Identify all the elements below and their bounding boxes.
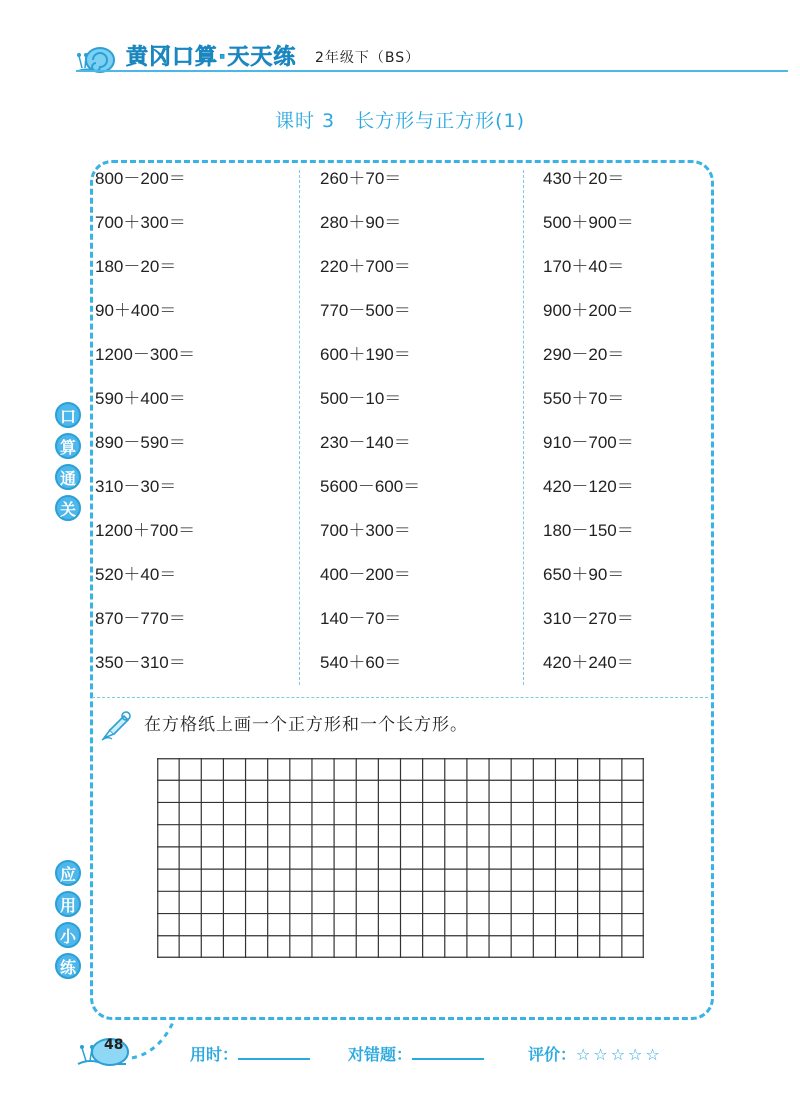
brand-title: 黄冈口算·天天练 bbox=[126, 45, 297, 70]
problem[interactable]: 870－770＝ bbox=[95, 609, 186, 628]
problem[interactable]: 400－200＝ bbox=[320, 565, 411, 584]
problem[interactable]: 550＋70＝ bbox=[543, 389, 625, 408]
problem[interactable]: 310－270＝ bbox=[543, 609, 634, 628]
problem[interactable]: 800－200＝ bbox=[95, 169, 186, 188]
side-char: 关 bbox=[55, 495, 81, 521]
rating-label: 评价： bbox=[528, 1045, 577, 1064]
application-prompt: 在方格纸上画一个正方形和一个长方形。 bbox=[144, 715, 468, 735]
side-char: 算 bbox=[55, 433, 81, 459]
lesson-title: 课时 3 长方形与正方形(1) bbox=[274, 110, 526, 132]
problem[interactable]: 600＋190＝ bbox=[320, 345, 411, 364]
arithmetic-section bbox=[95, 162, 707, 692]
problem[interactable]: 770－500＝ bbox=[320, 301, 411, 320]
time-blank[interactable] bbox=[238, 1046, 310, 1060]
arithmetic-column-1 bbox=[95, 162, 300, 690]
snail-logo-icon bbox=[76, 38, 122, 74]
arithmetic-column-2 bbox=[320, 162, 525, 690]
problem[interactable]: 890－590＝ bbox=[95, 433, 186, 452]
side-char: 应 bbox=[55, 860, 81, 886]
correct-blank[interactable] bbox=[412, 1046, 484, 1060]
problem[interactable]: 540＋60＝ bbox=[320, 653, 402, 672]
problem[interactable]: 180－20＝ bbox=[95, 257, 177, 276]
problem[interactable]: 500＋900＝ bbox=[543, 213, 634, 232]
time-field bbox=[190, 1042, 310, 1065]
problem[interactable]: 420－120＝ bbox=[543, 477, 634, 496]
section-divider bbox=[92, 697, 708, 698]
rating-stars[interactable]: ☆☆☆☆☆ bbox=[576, 1045, 663, 1064]
side-char: 练 bbox=[55, 953, 81, 979]
problem[interactable]: 290－20＝ bbox=[543, 345, 625, 364]
page-header bbox=[0, 0, 800, 80]
rating-field bbox=[528, 1042, 663, 1065]
problem[interactable]: 1200＋700＝ bbox=[95, 521, 196, 540]
problem[interactable]: 910－700＝ bbox=[543, 433, 634, 452]
problem[interactable]: 230－140＝ bbox=[320, 433, 411, 452]
problem[interactable]: 700＋300＝ bbox=[320, 521, 411, 540]
side-char: 通 bbox=[55, 464, 81, 490]
side-label-application bbox=[55, 860, 81, 984]
problem[interactable]: 5600－600＝ bbox=[320, 477, 421, 496]
problem[interactable]: 520＋40＝ bbox=[95, 565, 177, 584]
problem[interactable]: 900＋200＝ bbox=[543, 301, 634, 320]
correct-field bbox=[348, 1042, 484, 1065]
problem[interactable]: 590＋400＝ bbox=[95, 389, 186, 408]
problem[interactable]: 420＋240＝ bbox=[543, 653, 634, 672]
arithmetic-column-3 bbox=[543, 162, 748, 690]
pencil-hand-icon bbox=[100, 708, 134, 742]
problem[interactable]: 90＋400＝ bbox=[95, 301, 177, 320]
problem[interactable]: 280＋90＝ bbox=[320, 213, 402, 232]
grade-label: 2年级下（BS） bbox=[315, 50, 421, 66]
problem[interactable]: 170＋40＝ bbox=[543, 257, 625, 276]
correct-label: 对错题： bbox=[348, 1045, 413, 1064]
problem[interactable]: 220＋700＝ bbox=[320, 257, 411, 276]
side-label-oral-calc bbox=[55, 402, 81, 526]
problem[interactable]: 700＋300＝ bbox=[95, 213, 186, 232]
graph-paper-grid[interactable] bbox=[157, 758, 644, 958]
page-number: 48 bbox=[104, 1037, 124, 1053]
problem[interactable]: 260＋70＝ bbox=[320, 169, 402, 188]
header-divider bbox=[76, 70, 788, 72]
problem[interactable]: 350－310＝ bbox=[95, 653, 186, 672]
side-char: 小 bbox=[55, 922, 81, 948]
problem[interactable]: 310－30＝ bbox=[95, 477, 177, 496]
problem[interactable]: 1200－300＝ bbox=[95, 345, 196, 364]
time-label: 用时： bbox=[190, 1045, 239, 1064]
problem[interactable]: 180－150＝ bbox=[543, 521, 634, 540]
problem[interactable]: 430＋20＝ bbox=[543, 169, 625, 188]
problem[interactable]: 650＋90＝ bbox=[543, 565, 625, 584]
problem[interactable]: 140－70＝ bbox=[320, 609, 402, 628]
side-char: 用 bbox=[55, 891, 81, 917]
problem[interactable]: 500－10＝ bbox=[320, 389, 402, 408]
side-char: 口 bbox=[55, 402, 81, 428]
